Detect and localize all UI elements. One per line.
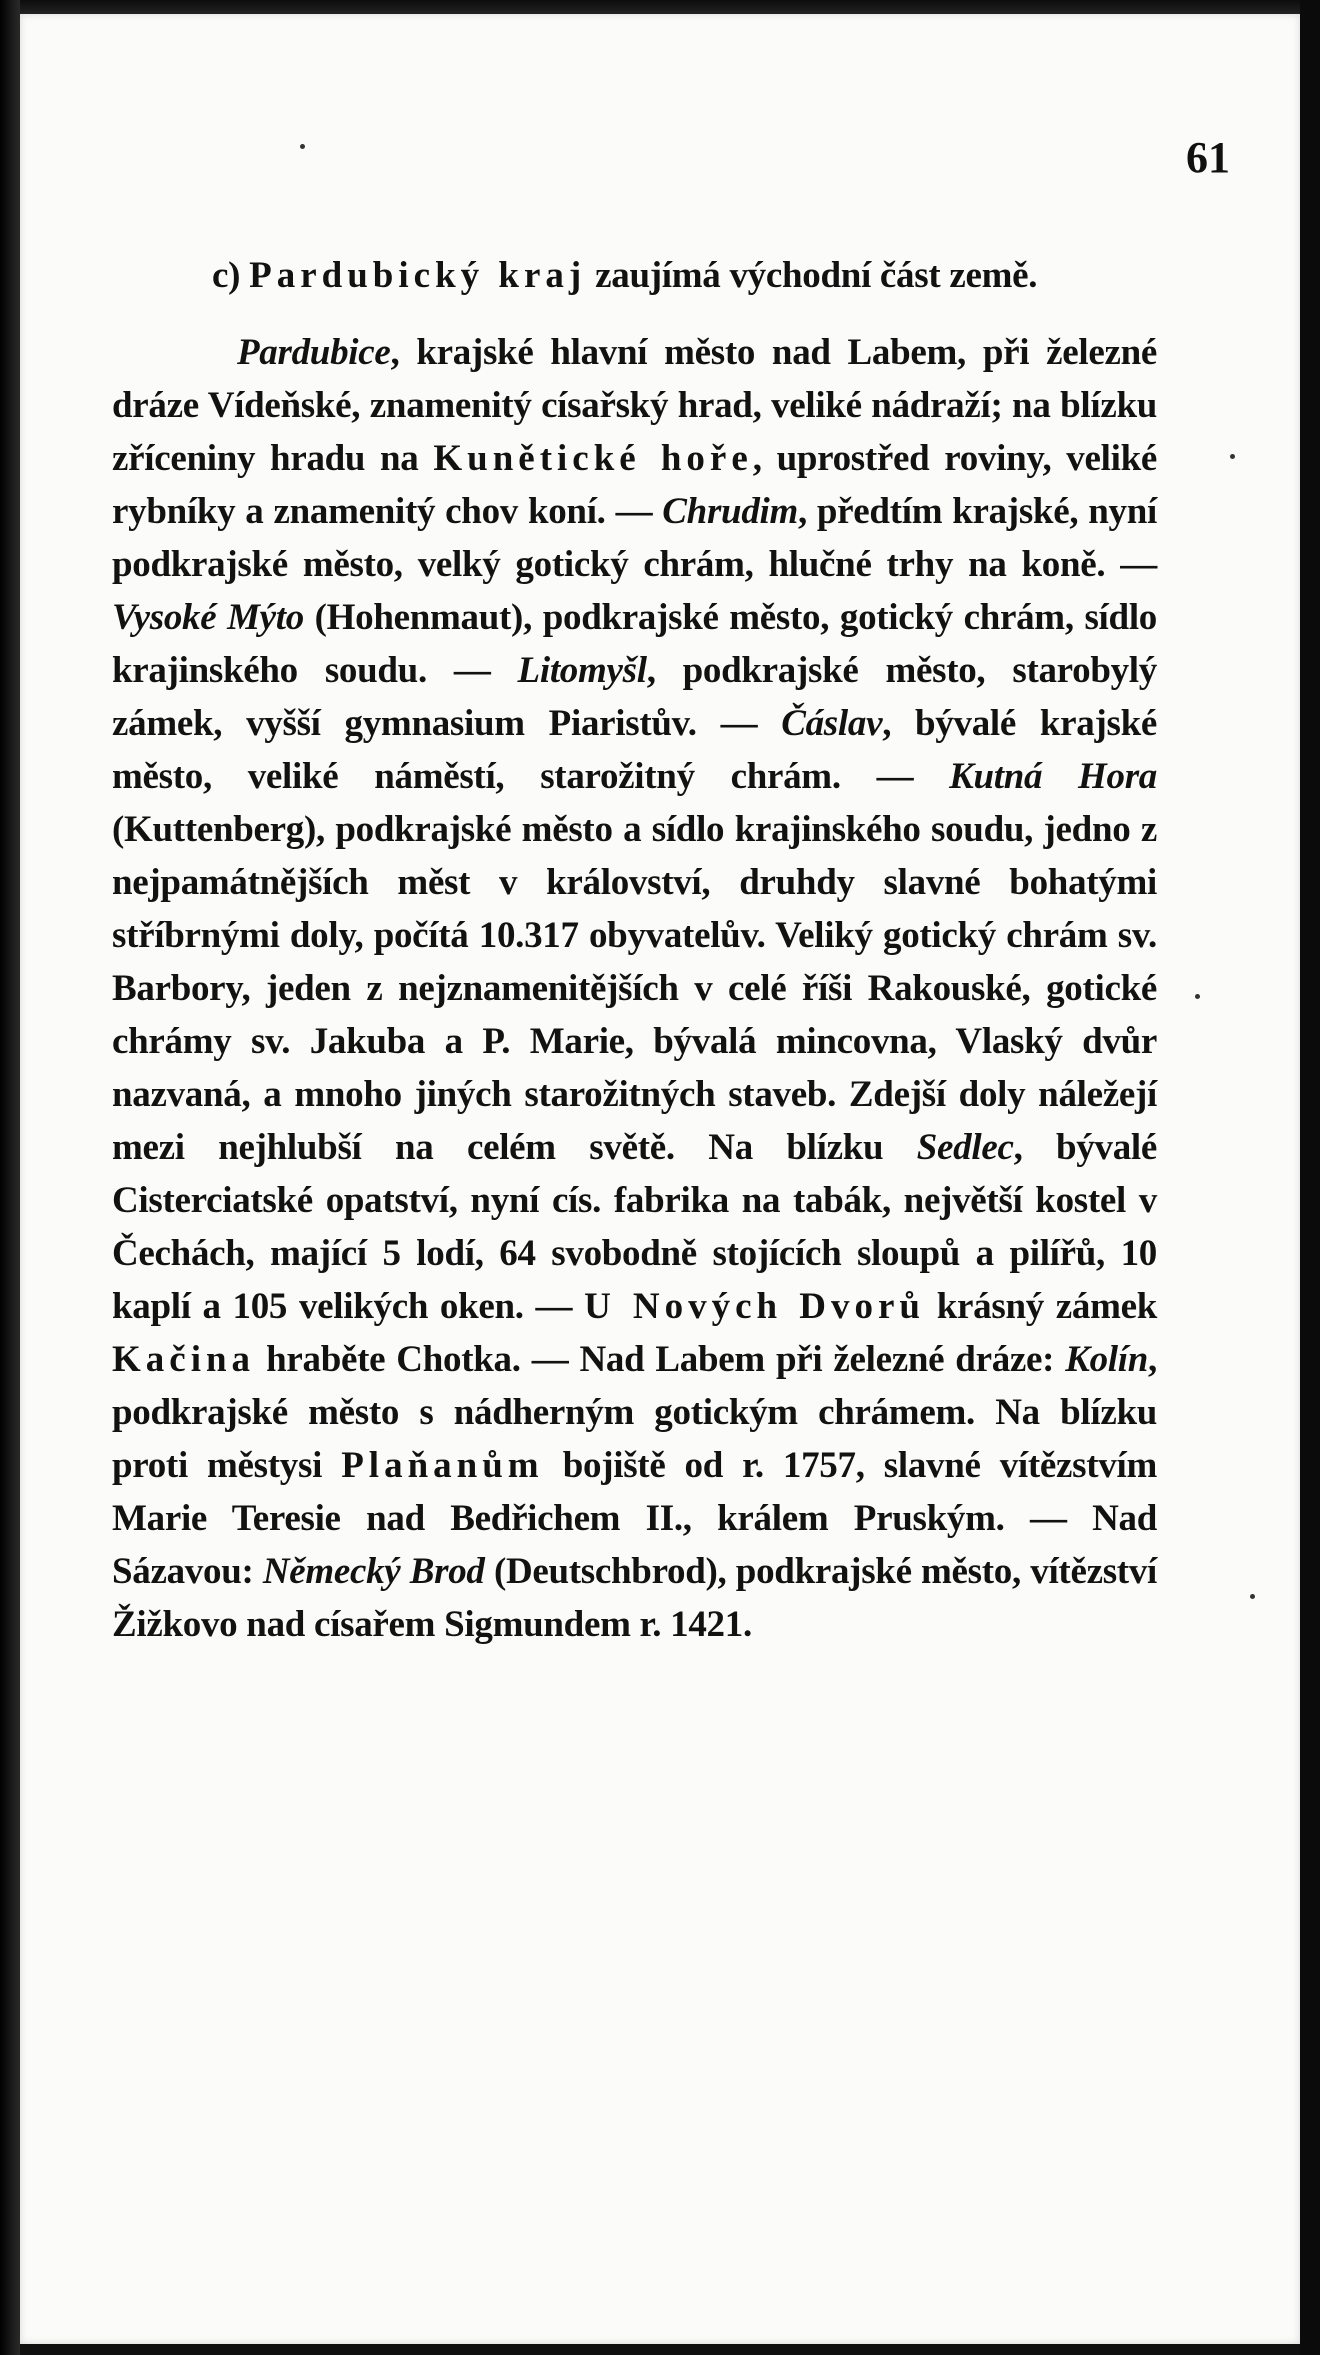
body-text: , podkrajské město, starobylý zámek, vyšší gymnasium Piaristův. — — [112, 650, 1157, 744]
place-name: Sedlec — [916, 1127, 1014, 1168]
heading-rest: zaujímá východní část země. — [595, 255, 1038, 296]
section-heading — [112, 249, 1157, 302]
body-text: , bývalé Cisterciatské opatství, nyní cís. fabrika na tabák, největší kostel v Čechách, mající 5 lodí, 64 svobodně stojících sloupů a pilířů, 10 kaplí a 105 velikých oken. — — [112, 1127, 1157, 1327]
place-name: Kolín — [1065, 1339, 1149, 1380]
paper-speck — [1195, 994, 1200, 999]
body-paragraph — [112, 326, 1157, 1651]
place-name: Chrudim — [662, 491, 798, 532]
place-name: Pardubice — [237, 332, 391, 373]
paper-speck — [1250, 1594, 1255, 1599]
page-text — [112, 249, 1157, 1651]
place-name: Německý Brod — [262, 1551, 485, 1592]
heading-region-name: Pardubický kraj — [249, 255, 587, 296]
place-name: Kutná Hora — [949, 756, 1157, 797]
body-text: bojiště od r. 1757, slavné vítězstvím Marie Teresie nad Bedřichem II., králem Pruským. — Nad Sázavou: — [112, 1445, 1157, 1592]
body-text: (Kuttenberg), podkrajské město a sídlo krajinského soudu, jedno z nejpamátnějších měst v království, druhdy slavné bohatými stříbrnými doly, počítá 10.317 obyvatelův. Veliký gotický chrám sv. Barbory, jeden z nejznamenitějších v celé říši Rakouské, gotické chrámy sv. Jakuba a P. Marie, bývalá mincovna, Vlaský dvůr nazvaná, a mnoho jiných starožitných staveb. Zdejší doly náležejí mezi nejhlubší na celém světě. Na blízku — [112, 809, 1157, 1168]
place-name: Vysoké Mýto — [112, 597, 304, 638]
body-text: krásný zámek — [924, 1286, 1157, 1327]
paper-speck — [300, 144, 305, 149]
paper-speck — [1230, 454, 1235, 459]
scan-top-edge — [0, 0, 1320, 14]
body-text: , krajské hlavní město nad Labem, při železné dráze Vídeňské, znamenitý císařský hrad, veliké nádraží; na blízku zříceniny hradu na — [112, 332, 1157, 479]
book-page — [20, 14, 1300, 2344]
place-name: Čáslav — [781, 703, 883, 744]
body-text: , předtím krajské, nyní podkrajské město, velký gotický chrám, hlučné trhy na koně. — — [112, 491, 1157, 585]
body-text: hraběte Chotka. — Nad Labem při železné dráze: — [255, 1339, 1066, 1380]
spaced-place-name: Plaňanům — [341, 1445, 544, 1486]
scan-right-edge — [1300, 0, 1320, 2355]
page-number: 61 — [1186, 133, 1230, 182]
body-text: (Deutschbrod), podkrajské město, vítězství Žižkovo nad císařem Sigmundem r. 1421. — [112, 1551, 1157, 1645]
spaced-place-name: Kunětické hoře — [433, 438, 753, 479]
body-text: , podkrajské město s nádherným gotickým chrámem. Na blízku proti městysi — [112, 1339, 1157, 1486]
heading-marker: c) — [212, 255, 241, 296]
spaced-place-name: U Nových Dvorů — [584, 1286, 925, 1327]
body-text: , uprostřed roviny, veliké rybníky a znamenitý chov koní. — — [112, 438, 1157, 532]
body-text: , bývalé krajské město, veliké náměstí, starožitný chrám. — — [112, 703, 1158, 797]
body-text: (Hohenmaut), podkrajské město, gotický chrám, sídlo krajinského soudu. — — [112, 597, 1157, 691]
spaced-place-name: Kačina — [112, 1339, 256, 1380]
place-name: Litomyšl — [517, 650, 647, 691]
book-gutter-shadow — [0, 0, 20, 2355]
